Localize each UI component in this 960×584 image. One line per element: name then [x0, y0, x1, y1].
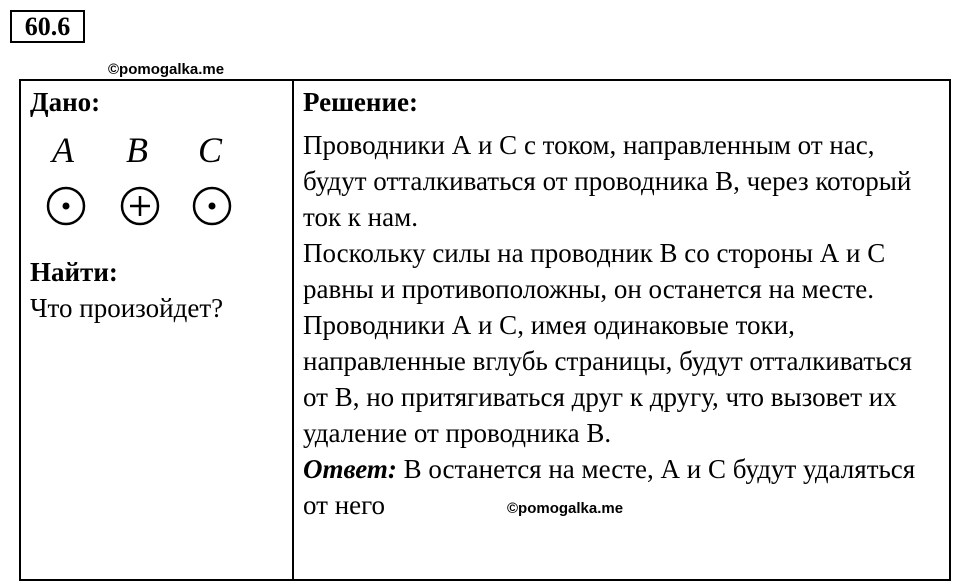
find-heading: Найти: — [30, 257, 118, 287]
dot-icon — [192, 186, 232, 226]
solution-paragraph: Проводники А и С, имея одинаковые токи, направленные вглубь страницы, будут отталкиваться от В, но притягиваться друг к другу, что вызовет их удаление от проводника В. — [303, 310, 912, 448]
solution-paragraph: Проводники А и С с током, направленным от нас, будут отталкиваться от проводника В, через который ток к нам. — [303, 130, 912, 232]
conductor-b-label: B — [126, 130, 148, 170]
column-divider — [292, 81, 294, 579]
watermark-top: ©pomogalka.me — [108, 61, 225, 78]
answer-text: В останется на месте, А и С будут удаляться от него — [303, 454, 916, 520]
find-question: Что произойдет? — [30, 293, 224, 323]
watermark-bottom: ©pomogalka.me — [507, 500, 624, 517]
problem-number: 60.6 — [10, 10, 85, 43]
answer-label: Ответ: — [303, 454, 397, 484]
given-column — [30, 84, 285, 326]
given-heading: Дано: — [30, 87, 101, 117]
dot-icon — [46, 186, 86, 226]
conductor-a-label: A — [52, 130, 74, 170]
solution-table — [19, 79, 951, 581]
solution-heading: Решение: — [303, 87, 418, 117]
conductors-figure — [32, 128, 252, 238]
solution-paragraph: Поскольку силы на проводник В со стороны А и С равны и противоположны, он останется на месте. — [303, 238, 886, 304]
solution-column — [303, 84, 943, 523]
conductor-c-label: C — [198, 130, 223, 170]
plus-icon — [120, 186, 160, 226]
